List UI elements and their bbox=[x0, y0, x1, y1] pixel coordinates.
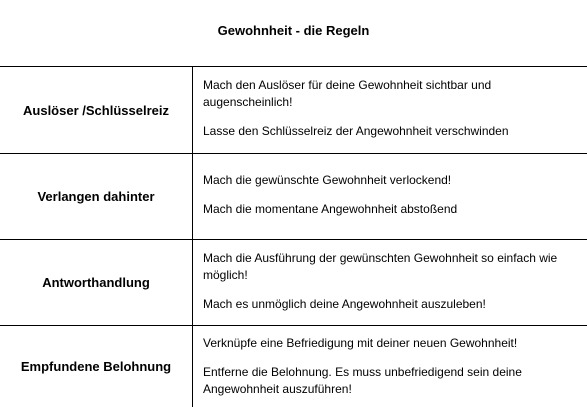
rules-table bbox=[0, 66, 587, 406]
rule-text: Mach die Ausführung der gewünschten Gewohnheit so einfach wie möglich! bbox=[203, 251, 558, 282]
row-content bbox=[193, 240, 587, 325]
rule-text: Mach es unmöglich deine Angewohnheit auszuleben! bbox=[203, 297, 486, 311]
table-row bbox=[0, 240, 587, 326]
table-row bbox=[0, 67, 587, 154]
page-title: Gewohnheit - die Regeln bbox=[217, 23, 370, 38]
rule-text: Mach die gewünschte Gewohnheit verlockend! bbox=[203, 173, 452, 187]
rule-text: Entferne die Belohnung. Es muss unbefriedigend sein deine Angewohnheit auszuführen! bbox=[203, 365, 522, 396]
rule-text: Verknüpfe eine Befriedigung mit deiner neuen Gewohnheit! bbox=[203, 336, 518, 350]
row-content bbox=[193, 67, 587, 153]
row-content bbox=[193, 154, 587, 239]
row-content bbox=[193, 326, 587, 407]
row-label: Auslöser /Schlüsselreiz bbox=[0, 67, 193, 153]
row-label: Antworthandlung bbox=[0, 240, 193, 325]
table-row bbox=[0, 154, 587, 240]
rule-text: Lasse den Schlüsselreiz der Angewohnheit verschwinden bbox=[203, 124, 509, 138]
row-label: Empfundene Belohnung bbox=[0, 326, 193, 407]
table-row bbox=[0, 326, 587, 407]
rule-text: Mach den Auslöser für deine Gewohnheit sichtbar und augenscheinlich! bbox=[203, 78, 492, 109]
row-label: Verlangen dahinter bbox=[0, 154, 193, 239]
rule-text: Mach die momentane Angewohnheit abstoßend bbox=[203, 202, 458, 216]
